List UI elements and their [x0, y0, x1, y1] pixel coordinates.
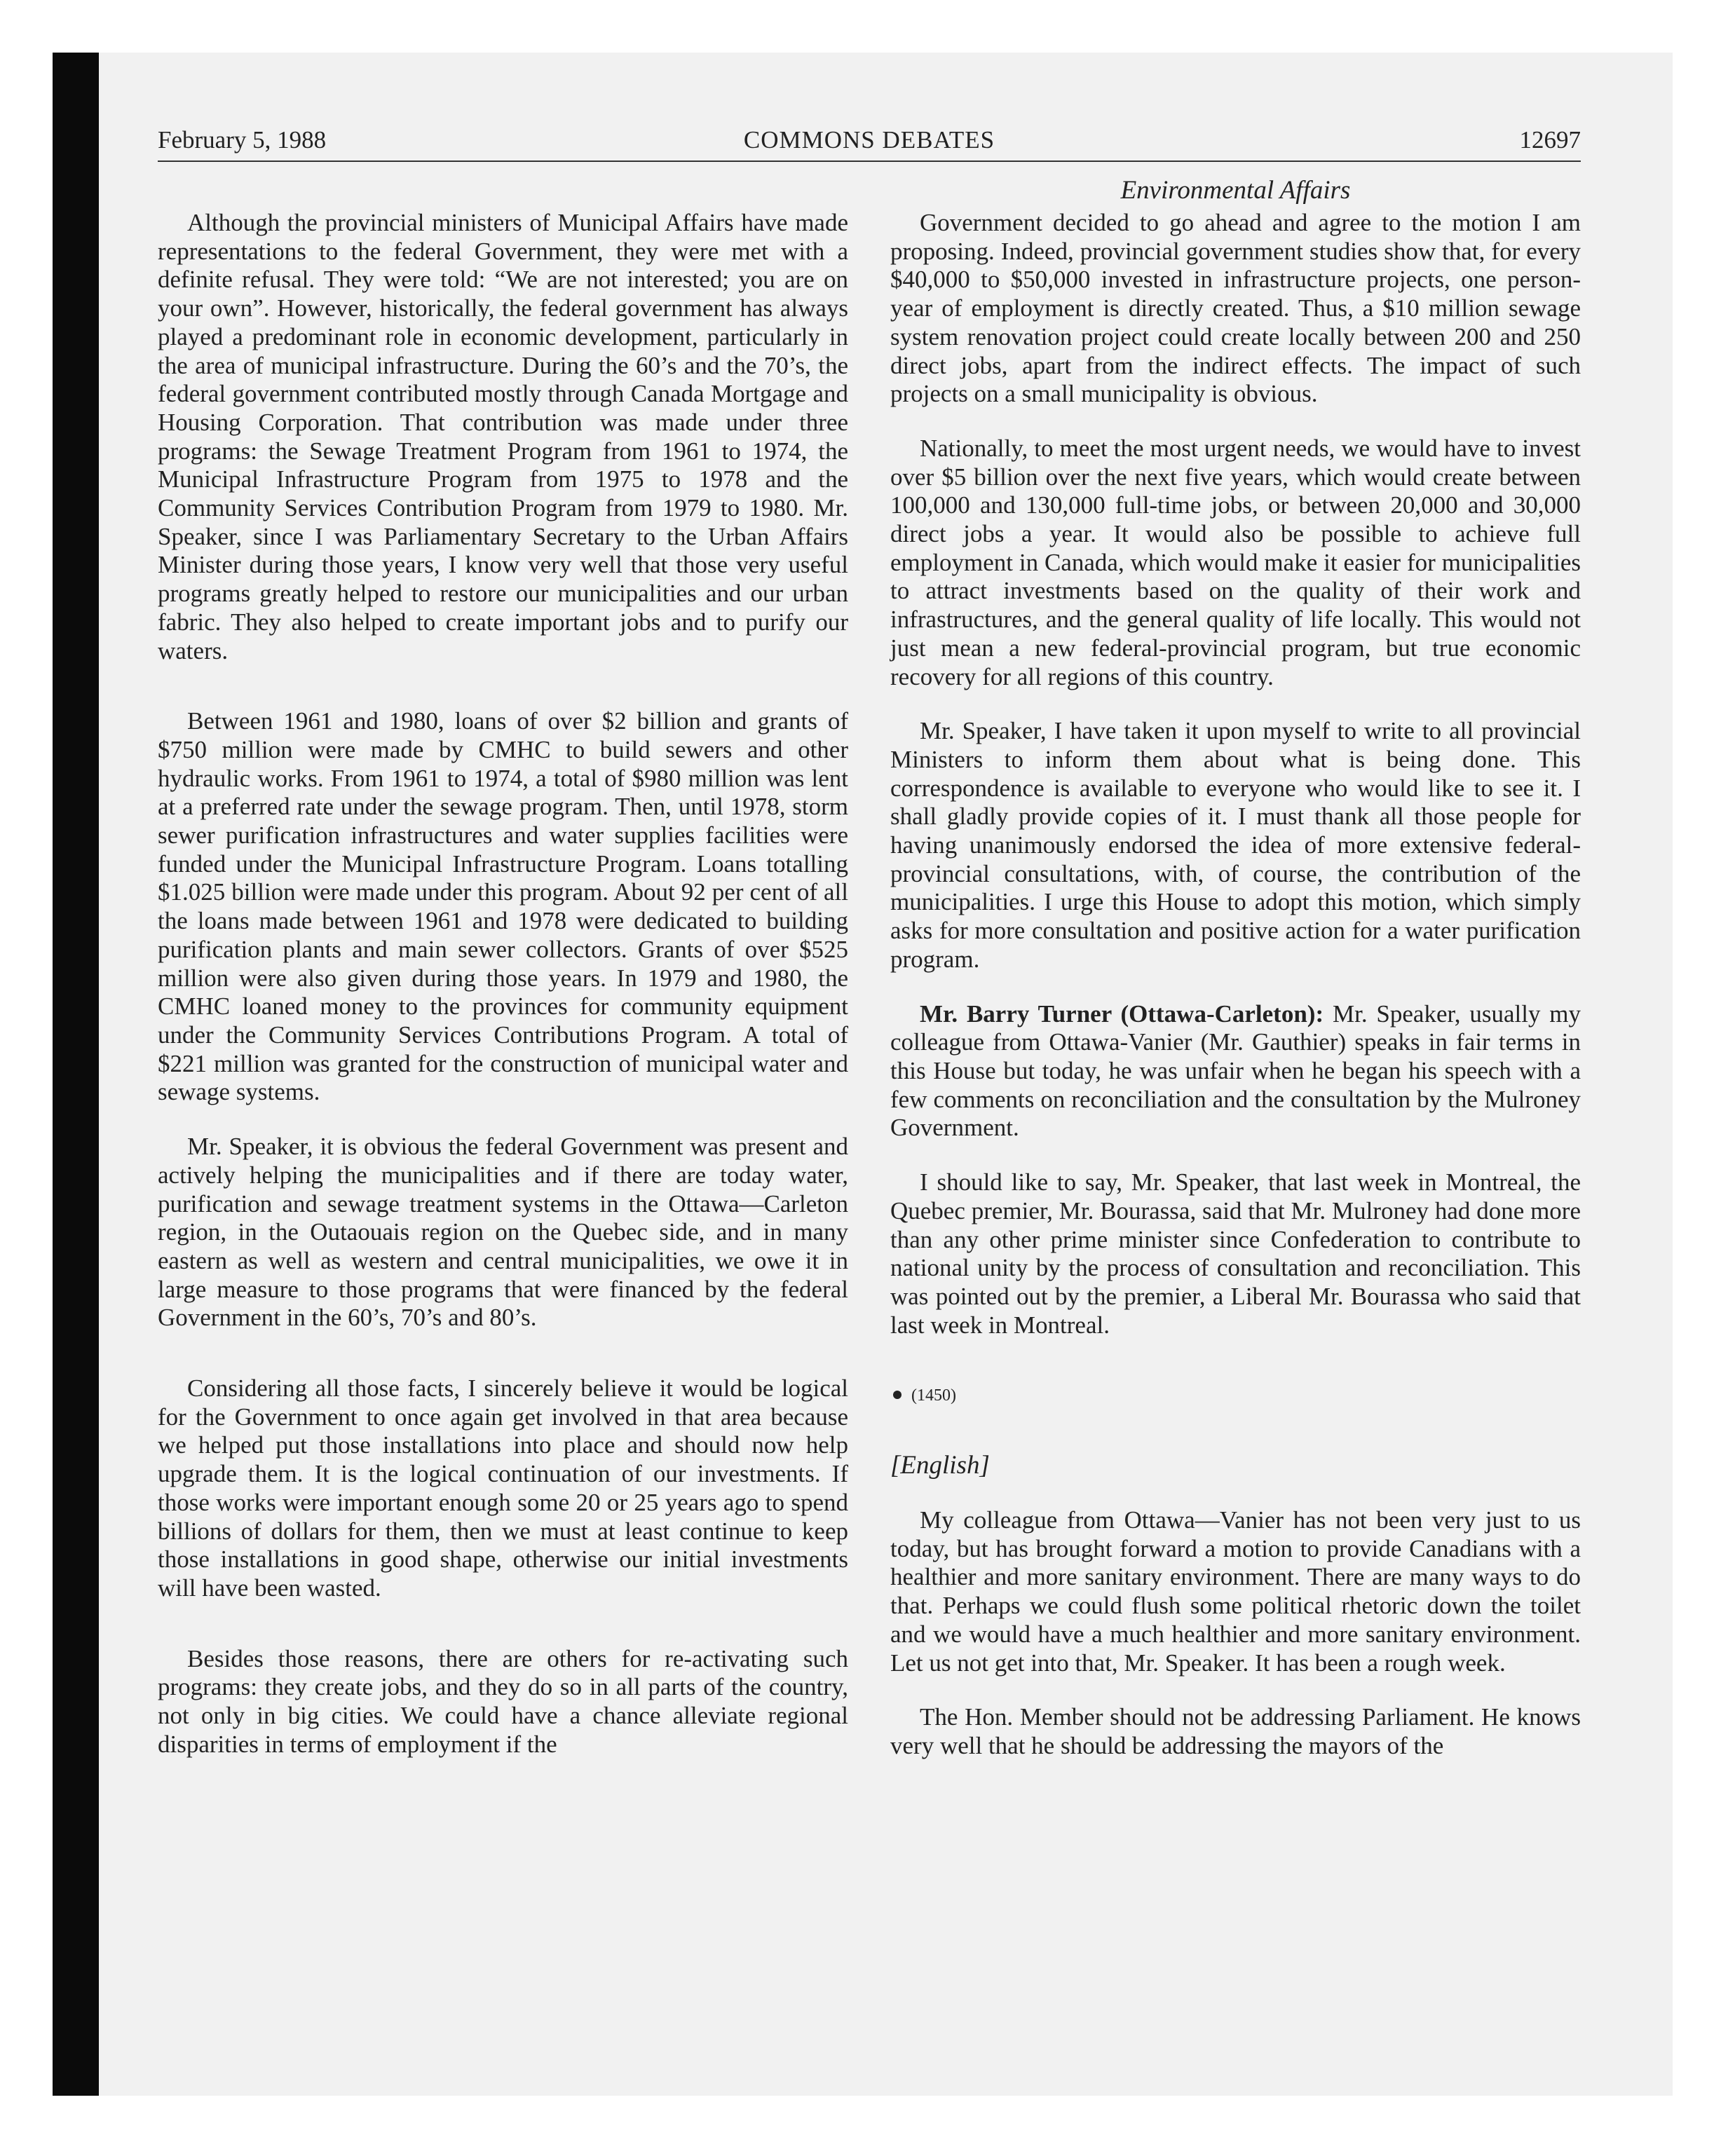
header-date: February 5, 1988	[158, 126, 327, 153]
paragraph: The Hon. Member should not be addressing Parliament. He knows very well that he should be addressing the mayors of the	[890, 1703, 1581, 1759]
speech-paragraph	[890, 1000, 1581, 1143]
time-marker-text: (1450)	[911, 1386, 956, 1405]
paragraph: Between 1961 and 1980, loans of over $2 billion and grants of $750 million were made by CMHC to build sewers and other hydraulic works. From 1961 to 1974, a total of $980 million was lent at a preferred rate under the sewage program. Then, until 1978, storm sewer purification infrastructures and water supplies facilities were funded under the Municipal Infrastructure Program. Loans totalling $1.025 billion were made under this program. About 92 per cent of all the loans made between 1961 and 1978 were dedicated to building purification plants and main sewer collectors. Grants of over $525 million were also given during those years. In 1979 and 1980, the CMHC loaned money to the provinces for community equipment under the Community Services Contributions Program. A total of $221 million was granted for the construction of municipal water and sewage systems.	[158, 707, 848, 1106]
scan-border	[53, 53, 99, 2096]
paragraph: Mr. Speaker, I have taken it upon myself to write to all provincial Ministers to inform them about what is being done. This correspondence is available to everyone who would like to see it. I shall gladly provide copies of it. I must thank all those people for having unanimously endorsed the idea of more extensive federal-provincial consultations, with, of course, the contribution of the municipalities. I urge this House to adopt this motion, which simply asks for more consultation and positive action for a water purification program.	[890, 717, 1581, 973]
section-label: Environmental Affairs	[1120, 176, 1351, 205]
left-column	[158, 209, 848, 1759]
header-title: COMMONS DEBATES	[743, 126, 995, 153]
page-number: 12697	[1519, 126, 1581, 153]
paragraph: Although the provincial ministers of Municipal Affairs have made representations to the federal Government, they were met with a definite refusal. They were told: “We are not interested; you are on your own”. However, historically, the federal government has always played a predominant role in economic development, particularly in the area of municipal infrastructure. During the 60’s and the 70’s, the federal government contributed mostly through Canada Mortgage and Housing Corporation. That contribution was made under three programs: the Sewage Treatment Program from 1961 to 1974, the Municipal Infrastructure Program from 1975 to 1978 and the Community Services Contribution Program from 1979 to 1980. Mr. Speaker, since I was Parliamentary Secretary to the Urban Affairs Minister during those years, I know very well that those very useful programs greatly helped to restore our municipalities and our urban fabric. They also helped to create important jobs and to purify our waters.	[158, 209, 848, 664]
paragraph: My colleague from Ottawa—Vanier has not been very just to us today, but has brought forward a motion to provide Canadians with a healthier and more sanitary environment. There are many ways to do that. Perhaps we could flush some political rhetoric down the toilet and we would have a much healthier and more sanitary environment. Let us not get into that, Mr. Speaker. It has been a rough week.	[890, 1506, 1581, 1677]
speech-text: Mr. Speaker, usually my colleague from Ottawa-Vanier (Mr. Gauthier) speaks in fair terms in this House but today, he was unfair when he began his speech with a few comments on reconciliation and the consultation by the Mulroney Government.	[890, 999, 1581, 1142]
paragraph: Considering all those facts, I sincerely believe it would be logical for the Government to once again get involved in that area because we helped put those installations into place and should now help upgrade them. It is the logical continuation of our investments. If those works were important enough some 20 or 25 years ago to spend billions of dollars for them, then we must at least continue to keep those installations in good shape, otherwise our initial investments will have been wasted.	[158, 1374, 848, 1602]
language-marker: [English]	[890, 1451, 990, 1480]
paragraph: Nationally, to meet the most urgent needs, we would have to invest over $5 billion over the next five years, which would create between 100,000 and 130,000 full-time jobs, or between 20,000 and 30,000 direct jobs a year. It would also be possible to achieve full employment in Canada, which would make it easier for municipalities to attract investments based on the quality of their work and infrastructures, and the general quality of life locally. This would not just mean a new federal-provincial program, but true economic recovery for all regions of this country.	[890, 434, 1581, 690]
page-header	[158, 123, 1581, 162]
paragraph: I should like to say, Mr. Speaker, that last week in Montreal, the Quebec premier, Mr. Bourassa, said that Mr. Mulroney had done more than any other prime minister since Confederation to contribute to national unity by the process of consultation and reconciliation. This was pointed out by the premier, a Liberal Mr. Bourassa who said that last week in Montreal.	[890, 1168, 1581, 1339]
paragraph: Government decided to go ahead and agree to the motion I am proposing. Indeed, provincial government studies show that, for every $40,000 to $50,000 invested in infrastructure projects, one person-year of employment is directly created. Thus, a $10 million sewage system renovation project could create locally between 200 and 250 direct jobs, apart from the indirect effects. The impact of such projects on a small municipality is obvious.	[890, 209, 1581, 408]
speaker-name: Mr. Barry Turner (Ottawa-Carleton):	[920, 999, 1324, 1028]
time-marker	[890, 1381, 1581, 1410]
right-column	[890, 209, 1581, 1761]
paragraph: Mr. Speaker, it is obvious the federal Government was present and actively helping the municipalities and if there are today water, purification and sewage treatment systems in the Ottawa—Carleton region, in the Outaouais region on the Quebec side, and in many eastern as well as western and central municipalities, we owe it in large measure to those programs that were financed by the federal Government in the 60’s, 70’s and 80’s.	[158, 1133, 848, 1332]
bullet-icon	[893, 1391, 901, 1399]
paragraph: Besides those reasons, there are others for re-activating such programs: they create jobs, and they do so in all parts of the country, not only in big cities. We could have a chance alleviate regional disparities in terms of employment if the	[158, 1644, 848, 1758]
